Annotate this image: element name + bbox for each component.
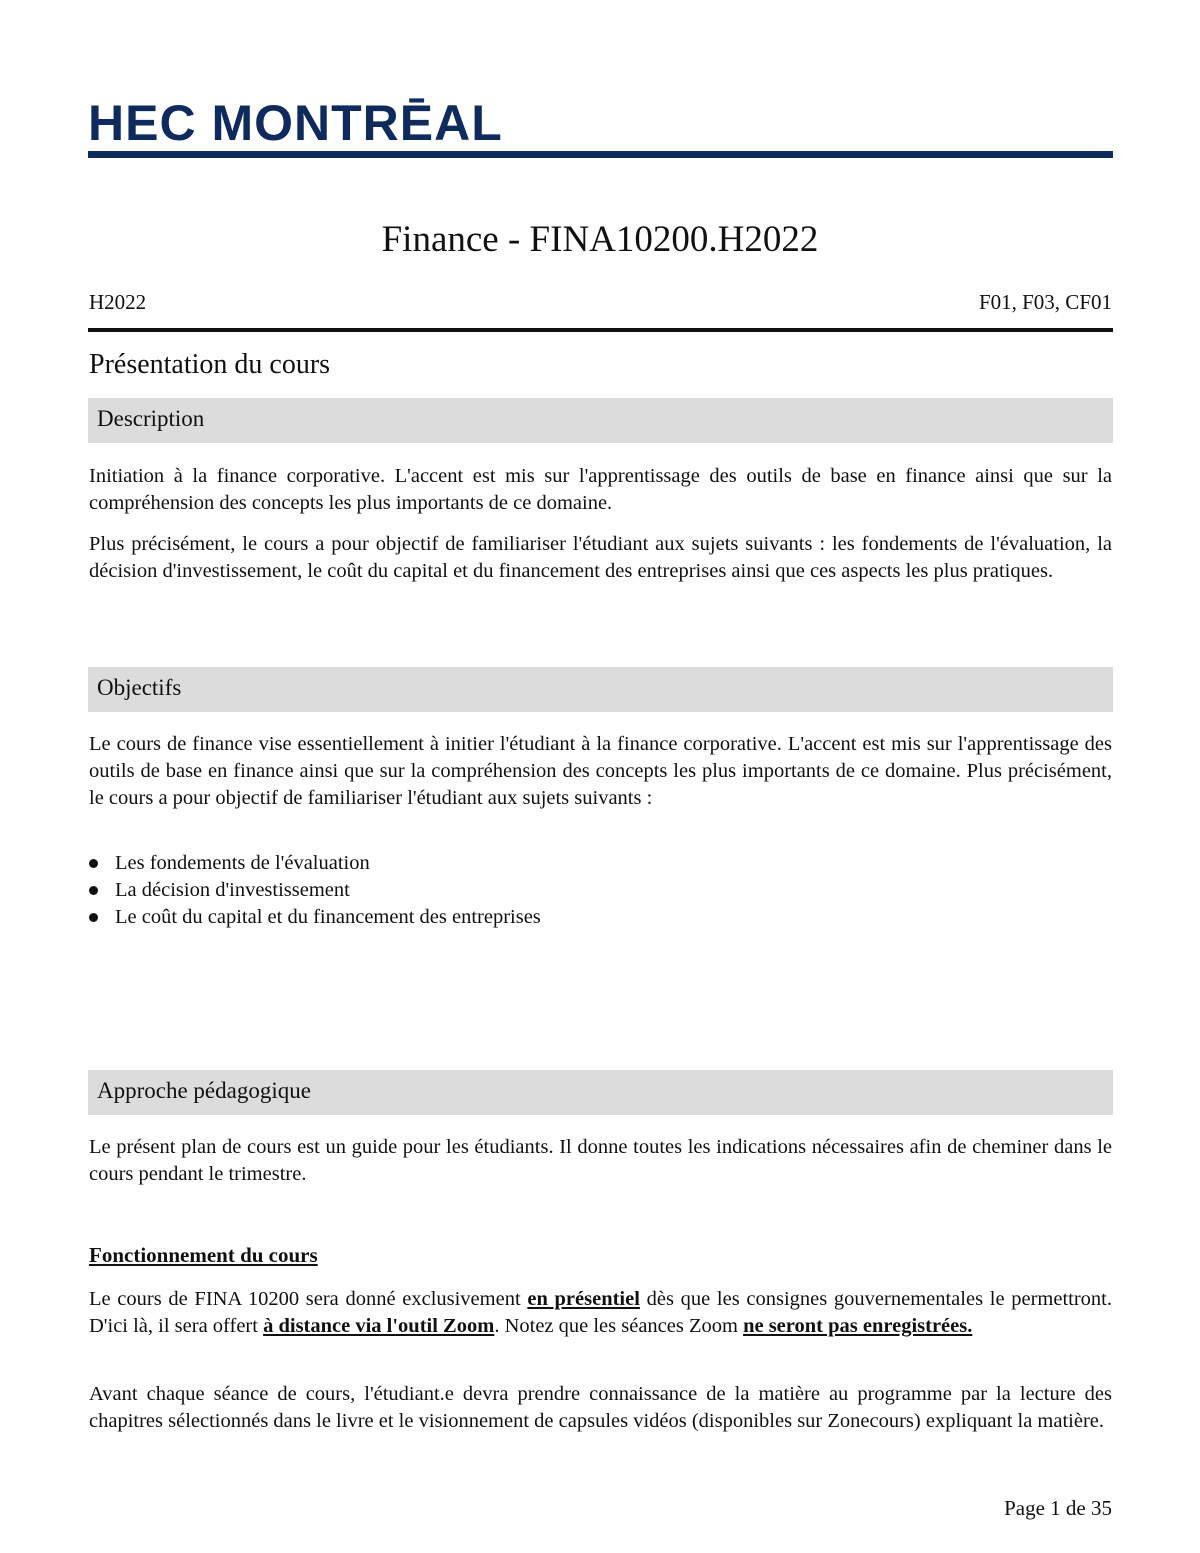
objectifs-paragraph: Le cours de finance vise essentiellement à initier l'étudiant à la finance corporative. L'accent est mis sur l'apprentissage des outils de base en finance ainsi que sur la compréhension des concepts les plus importants de ce domaine. Plus précisément, le cours a pour objectif de familiariser l'étudiant aux sujets suivants :	[89, 733, 1112, 809]
objectifs-list	[89, 850, 541, 931]
bullet-icon	[89, 913, 98, 922]
bullet-icon	[89, 859, 98, 868]
sections-label: F01, F03, CF01	[978, 290, 1112, 314]
description-paragraph-2: Plus précisément, le cours a pour objectif de familiariser l'étudiant aux sujets suivants : les fondements de l'évaluation, la décision d'investissement, le coût du capital et du financement des entreprises ainsi que ces aspects les plus pratiques.	[89, 533, 1112, 582]
presentation-heading: Présentation du cours	[89, 349, 331, 380]
header-rule	[88, 151, 1113, 158]
list-item: La décision d'investissement	[89, 877, 541, 904]
title-rule	[88, 328, 1113, 332]
fonctionnement-heading: Fonctionnement du cours	[89, 1243, 318, 1267]
approche-band	[88, 1070, 1113, 1115]
description-paragraph-1: Initiation à la finance corporative. L'accent est mis sur l'apprentissage des outils de base en finance ainsi que sur la compréhension des concepts les plus importants de ce domaine.	[89, 465, 1112, 514]
en-presentiel-emphasis: en présentiel	[527, 1288, 640, 1310]
description-band	[88, 398, 1113, 443]
fonctionnement-paragraph-1: Le cours de FINA 10200 sera donné exclusivement en présentiel dès que les consignes gouvernementales le permettront. D'ici là, il sera offert à distance via l'outil Zoom. Notez que les séances Zoom ne seront pas enregistrées.	[89, 1288, 1112, 1337]
document-title: Finance - FINA10200.H2022	[381, 219, 819, 260]
fonctionnement-paragraph-2: Avant chaque séance de cours, l'étudiant.e devra prendre connaissance de la matière au programme par la lecture des chapitres sélectionnés dans le livre et le visionnement de capsules vidéos (disponibles sur Zonecours) expliquant la matière.	[89, 1383, 1112, 1432]
list-item: Les fondements de l'évaluation	[89, 850, 541, 877]
objectifs-band	[88, 667, 1113, 712]
bullet-icon	[89, 886, 98, 895]
hec-montreal-logo: HEC MONTRĒAL	[88, 95, 503, 151]
objectifs-heading: Objectifs	[97, 675, 182, 700]
approche-heading: Approche pédagogique	[97, 1078, 311, 1103]
list-item: Le coût du capital et du financement des entreprises	[89, 904, 541, 931]
approche-paragraph: Le présent plan de cours est un guide pour les étudiants. Il donne toutes les indications nécessaires afin de cheminer dans le cours pendant le trimestre.	[89, 1136, 1112, 1185]
zoom-emphasis: à distance via l'outil Zoom	[263, 1315, 495, 1337]
term-label: H2022	[89, 290, 147, 314]
not-recorded-emphasis: ne seront pas enregistrées.	[743, 1315, 973, 1337]
description-heading: Description	[97, 406, 205, 431]
page-number: Page 1 de 35	[1004, 1496, 1112, 1520]
